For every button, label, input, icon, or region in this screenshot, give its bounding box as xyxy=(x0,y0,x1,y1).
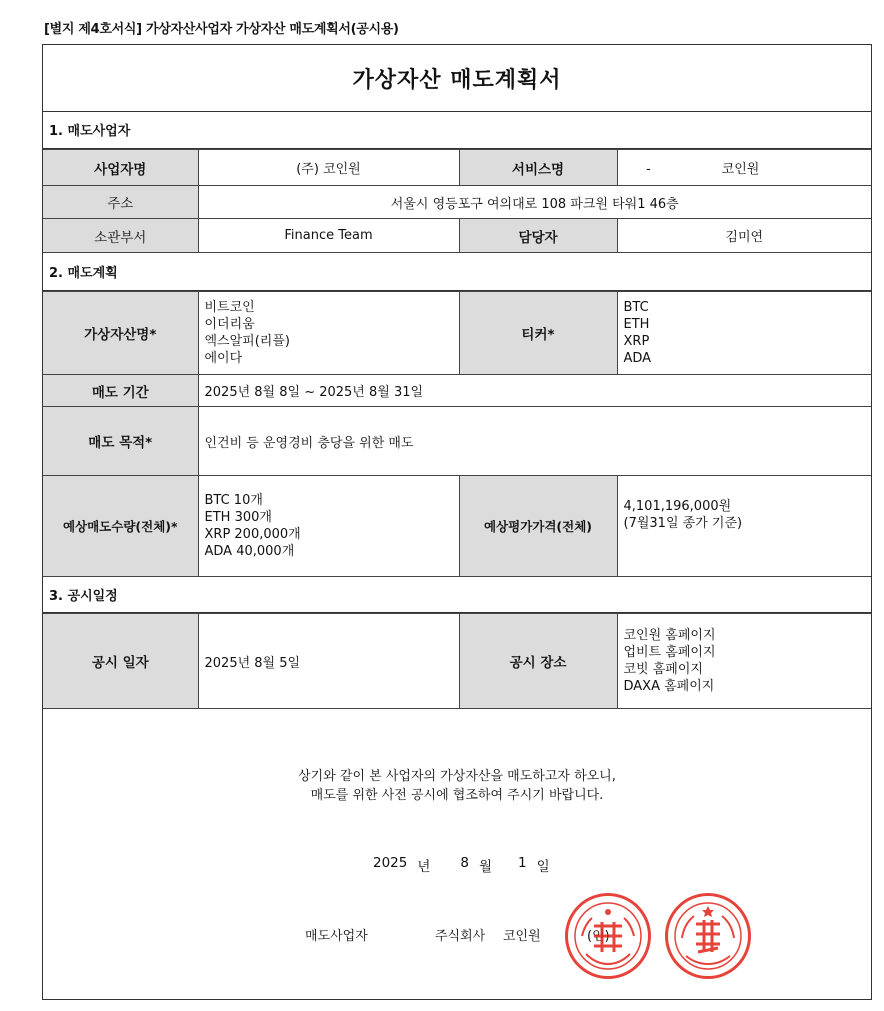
quantity-item: ADA 40,000개 xyxy=(204,544,295,559)
quantity-label: 예상매도수량(전체)* xyxy=(43,476,198,577)
manager-label: 담당자 xyxy=(459,219,617,253)
service-dash: - xyxy=(646,162,651,177)
form-caption: [별지 제4호서식] 가상자산사업자 가상자산 매도계획서(공시용) xyxy=(44,22,399,37)
table-row xyxy=(43,219,871,253)
ticker-list xyxy=(624,299,866,367)
asset-name-item: 에이다 xyxy=(204,351,243,366)
service-name-label: 서비스명 xyxy=(459,150,617,186)
ticker-cell xyxy=(617,292,871,375)
date-day-unit: 일 xyxy=(536,859,550,875)
company-seal-stamp-1 xyxy=(565,893,651,979)
disclosure-place-item: 코인원 홈페이지 xyxy=(623,628,716,643)
date-year-unit: 년 xyxy=(417,859,431,875)
asset-name-item: 비트코인 xyxy=(204,300,255,315)
seal-2-graphic xyxy=(668,896,748,976)
section-3-heading: 3. 공시일정 xyxy=(43,576,871,613)
business-name-value: (주) 코인원 xyxy=(198,150,459,186)
signing-date xyxy=(373,855,550,875)
seal-mark: (인) xyxy=(587,929,610,944)
closing-line-1: 상기와 같이 본 사업자의 가상자산을 매도하고자 하오니, xyxy=(298,769,616,784)
schedule-table xyxy=(43,613,871,709)
quantity-item: ETH 300개 xyxy=(204,510,272,525)
manager-value: 김미연 xyxy=(617,219,871,253)
disclosure-place-item: 업비트 홈페이지 xyxy=(623,645,716,660)
closing-statement xyxy=(43,767,871,805)
closing-line-2: 매도를 위한 사전 공시에 협조하여 주시기 바랍니다. xyxy=(310,788,604,803)
period-label: 매도 기간 xyxy=(43,375,198,407)
disclosure-place-label: 공시 장소 xyxy=(459,614,617,709)
ticker-item: ADA xyxy=(623,351,652,366)
service-name-value: 코인원 xyxy=(721,162,760,177)
estimated-value-basis: (7월31일 종가 기준) xyxy=(623,516,743,531)
asset-name-cell xyxy=(198,292,459,375)
table-row xyxy=(43,186,871,219)
estimated-value-cell xyxy=(617,476,871,577)
date-month: 8 xyxy=(460,855,469,871)
disclosure-date-value: 2025년 8월 5일 xyxy=(198,614,459,709)
dept-label: 소관부서 xyxy=(43,219,198,253)
table-row xyxy=(43,476,871,577)
document-frame xyxy=(42,44,872,1000)
quantity-item: BTC 10개 xyxy=(204,493,263,508)
estimated-value-label: 예상평가가격(전체) xyxy=(459,476,617,577)
asset-name-list xyxy=(205,299,453,367)
date-month-unit: 월 xyxy=(479,859,493,875)
disclosure-place-list xyxy=(624,627,866,695)
period-value: 2025년 8월 8일 ~ 2025년 8월 31일 xyxy=(198,375,871,407)
company-name: 코인원 xyxy=(503,929,541,944)
disclosure-place-item: 코빗 홈페이지 xyxy=(623,662,703,677)
ticker-item: XRP xyxy=(623,334,650,349)
disclosure-place-cell xyxy=(617,614,871,709)
ticker-item: BTC xyxy=(623,300,649,315)
seller-table xyxy=(43,149,871,253)
table-row xyxy=(43,614,871,709)
asset-name-item: 이더리움 xyxy=(204,317,255,332)
ticker-label: 티커* xyxy=(459,292,617,375)
dept-value: Finance Team xyxy=(198,219,459,253)
quantity-item: XRP 200,000개 xyxy=(204,527,301,542)
service-name-cell xyxy=(617,150,871,186)
table-row xyxy=(43,292,871,375)
business-name-label: 사업자명 xyxy=(43,150,198,186)
table-row xyxy=(43,150,871,186)
asset-name-item: 엑스알피(리플) xyxy=(204,334,290,349)
seal-1-graphic xyxy=(568,896,648,976)
address-value: 서울시 영등포구 여의대로 108 파크원 타워1 46층 xyxy=(198,186,871,219)
signer-label: 매도사업자 xyxy=(305,929,368,944)
table-row xyxy=(43,375,871,407)
section-1-heading: 1. 매도사업자 xyxy=(43,111,871,149)
document-title: 가상자산 매도계획서 xyxy=(43,45,871,112)
company-seal-stamp-2 xyxy=(665,893,751,979)
address-label: 주소 xyxy=(43,186,198,219)
disclosure-place-item: DAXA 홈페이지 xyxy=(623,679,715,694)
ticker-item: ETH xyxy=(623,317,650,332)
plan-table xyxy=(43,291,871,577)
table-row xyxy=(43,407,871,476)
purpose-label: 매도 목적* xyxy=(43,407,198,476)
company-prefix: 주식회사 xyxy=(435,929,486,944)
quantity-list xyxy=(205,492,453,560)
section-2-heading: 2. 매도계획 xyxy=(43,252,871,291)
date-day: 1 xyxy=(518,855,527,871)
date-year: 2025 xyxy=(373,855,408,871)
disclosure-date-label: 공시 일자 xyxy=(43,614,198,709)
estimated-value-amount: 4,101,196,000원 xyxy=(623,499,732,514)
asset-name-label: 가상자산명* xyxy=(43,292,198,375)
quantity-cell xyxy=(198,476,459,577)
purpose-value: 인건비 등 운영경비 충당을 위한 매도 xyxy=(198,407,871,476)
